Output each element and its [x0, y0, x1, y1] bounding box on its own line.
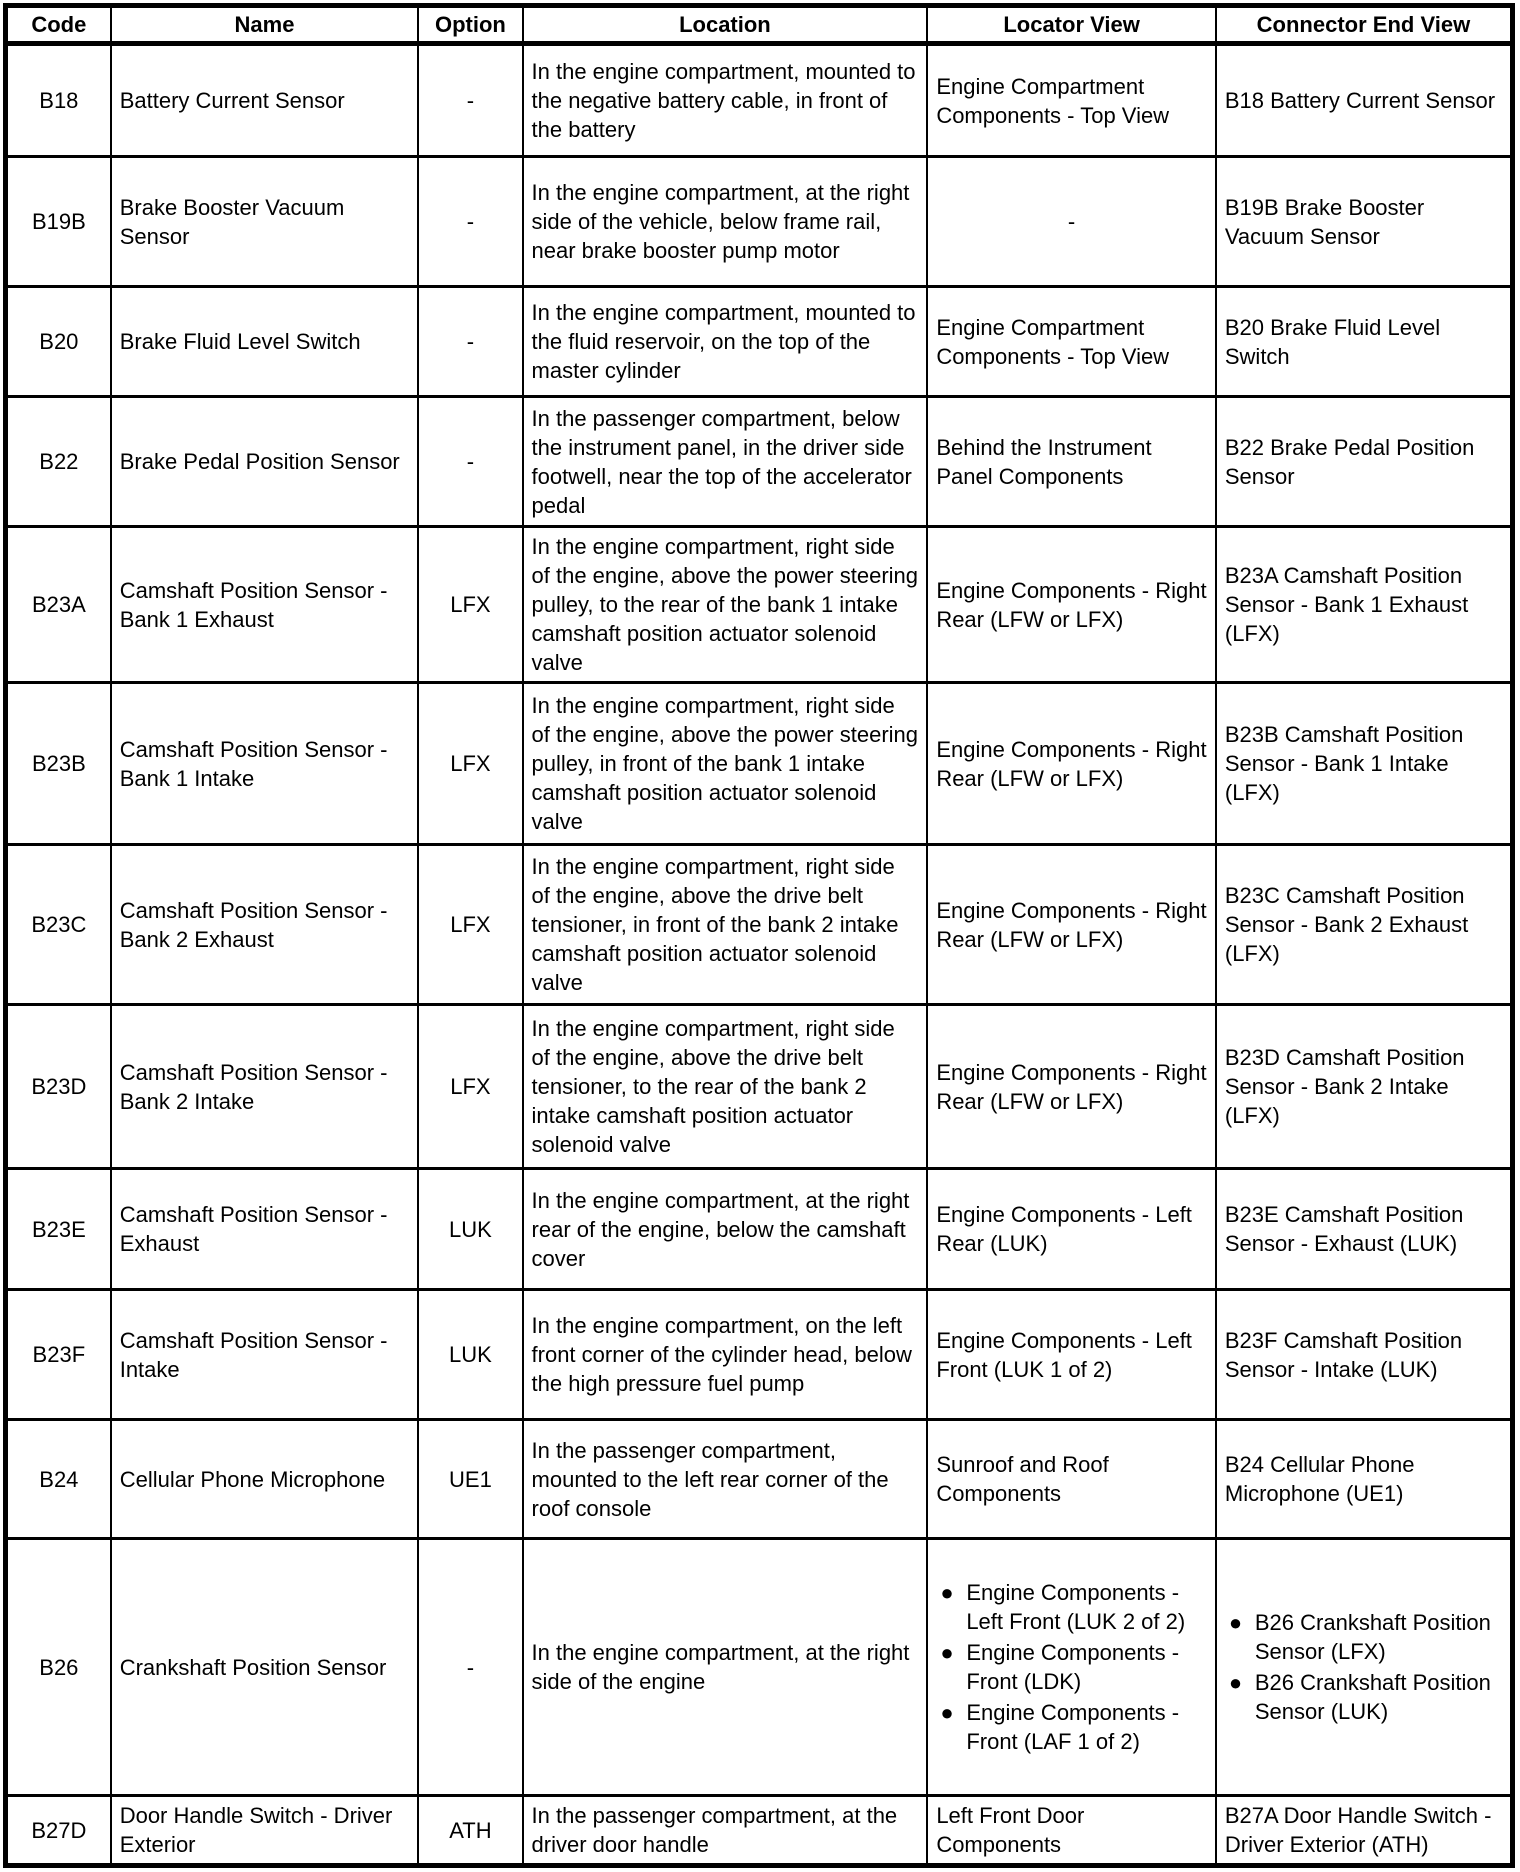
cell-locator_view: - — [927, 157, 1216, 287]
cell-code: B27D — [6, 1796, 111, 1866]
cell-name: Battery Current Sensor — [111, 44, 419, 157]
table-row — [6, 44, 1513, 157]
cell-option: - — [418, 157, 522, 287]
table-row — [6, 1796, 1513, 1866]
cell-locator_view: Engine Components - Left Rear (LUK) — [927, 1169, 1216, 1290]
cell-locator_view: Engine Components - Right Rear (LFW or LFX) — [927, 683, 1216, 845]
cell-locator_view: Engine Components - Right Rear (LFW or LFX) — [927, 1005, 1216, 1169]
cell-locator_view: Sunroof and Roof Components — [927, 1420, 1216, 1539]
cell-locator_view: Left Front Door Components — [927, 1796, 1216, 1866]
cell-name: Brake Pedal Position Sensor — [111, 397, 419, 527]
cell-connector_end_view — [1216, 1539, 1513, 1796]
table-row — [6, 1420, 1513, 1539]
component-locator-table — [3, 3, 1515, 1868]
cell-option: LFX — [418, 845, 522, 1005]
cell-code: B23B — [6, 683, 111, 845]
cell-name: Camshaft Position Sensor - Bank 2 Intake — [111, 1005, 419, 1169]
cell-connector_end_view: B27A Door Handle Switch - Driver Exterior (ATH) — [1216, 1796, 1513, 1866]
cell-connector_end_view: B23A Camshaft Position Sensor - Bank 1 Exhaust (LFX) — [1216, 527, 1513, 683]
column-header-connector_end_view: Connector End View — [1216, 6, 1513, 44]
cell-code: B23E — [6, 1169, 111, 1290]
cell-option: LUK — [418, 1169, 522, 1290]
cell-location: In the passenger compartment, at the driver door handle — [523, 1796, 928, 1866]
bullet-item — [1229, 1668, 1502, 1726]
cell-location: In the passenger compartment, below the instrument panel, in the driver side footwell, near the top of the accelerator pedal — [523, 397, 928, 527]
cell-name: Camshaft Position Sensor - Bank 2 Exhaust — [111, 845, 419, 1005]
cell-code: B23A — [6, 527, 111, 683]
bullet-icon: ● — [1228, 1670, 1243, 1695]
bullet-icon: ● — [940, 1640, 954, 1665]
cell-connector_end_view: B24 Cellular Phone Microphone (UE1) — [1216, 1420, 1513, 1539]
bullet-text: Engine Components - Left Front (LUK 2 of 2) — [966, 1580, 1186, 1634]
cell-locator_view: Engine Compartment Components - Top View — [927, 44, 1216, 157]
cell-name: Camshaft Position Sensor - Bank 1 Intake — [111, 683, 419, 845]
table-row — [6, 1290, 1513, 1420]
cell-locator_view: Engine Components - Left Front (LUK 1 of 2) — [927, 1290, 1216, 1420]
table-row — [6, 527, 1513, 683]
table-row — [6, 1005, 1513, 1169]
cell-location: In the engine compartment, mounted to the fluid reservoir, on the top of the master cylinder — [523, 287, 928, 397]
column-header-code: Code — [6, 6, 111, 44]
cell-option: - — [418, 44, 522, 157]
bullet-icon: ● — [940, 1700, 954, 1725]
cell-option: - — [418, 397, 522, 527]
bullet-item — [940, 1578, 1207, 1636]
cell-locator_view: Behind the Instrument Panel Components — [927, 397, 1216, 527]
cell-connector_end_view: B23B Camshaft Position Sensor - Bank 1 Intake (LFX) — [1216, 683, 1513, 845]
table-row — [6, 397, 1513, 527]
cell-option: ATH — [418, 1796, 522, 1866]
cell-code: B23D — [6, 1005, 111, 1169]
cell-option: - — [418, 1539, 522, 1796]
cell-connector_end_view: B23D Camshaft Position Sensor - Bank 2 Intake (LFX) — [1216, 1005, 1513, 1169]
cell-option: LFX — [418, 683, 522, 845]
cell-name: Cellular Phone Microphone — [111, 1420, 419, 1539]
cell-location: In the engine compartment, right side of the engine, above the drive belt tensioner, in front of the bank 2 intake camshaft position actuator solenoid valve — [523, 845, 928, 1005]
locator_view-bullet-list — [936, 1578, 1207, 1756]
connector_end_view-bullet-list — [1225, 1608, 1502, 1726]
cell-connector_end_view: B18 Battery Current Sensor — [1216, 44, 1513, 157]
bullet-text: Engine Components - Front (LDK) — [966, 1640, 1180, 1694]
bullet-text: Engine Components - Front (LAF 1 of 2) — [966, 1700, 1180, 1754]
table-row — [6, 845, 1513, 1005]
column-header-option: Option — [418, 6, 522, 44]
table-row — [6, 287, 1513, 397]
bullet-item — [940, 1638, 1207, 1696]
table-body — [6, 44, 1513, 1866]
bullet-item — [940, 1698, 1207, 1756]
cell-locator_view — [927, 1539, 1216, 1796]
table-row — [6, 157, 1513, 287]
cell-connector_end_view: B23F Camshaft Position Sensor - Intake (LUK) — [1216, 1290, 1513, 1420]
cell-locator_view: Engine Compartment Components - Top View — [927, 287, 1216, 397]
cell-connector_end_view: B22 Brake Pedal Position Sensor — [1216, 397, 1513, 527]
table-row — [6, 1169, 1513, 1290]
cell-code: B20 — [6, 287, 111, 397]
cell-location: In the passenger compartment, mounted to the left rear corner of the roof console — [523, 1420, 928, 1539]
cell-code: B24 — [6, 1420, 111, 1539]
cell-name: Door Handle Switch - Driver Exterior — [111, 1796, 419, 1866]
column-header-locator_view: Locator View — [927, 6, 1216, 44]
cell-option: UE1 — [418, 1420, 522, 1539]
cell-location: In the engine compartment, at the right rear of the engine, below the camshaft cover — [523, 1169, 928, 1290]
table-header — [6, 6, 1513, 44]
bullet-icon: ● — [1228, 1610, 1243, 1635]
cell-connector_end_view: B23C Camshaft Position Sensor - Bank 2 Exhaust (LFX) — [1216, 845, 1513, 1005]
bullet-icon: ● — [940, 1580, 954, 1605]
cell-location: In the engine compartment, mounted to the negative battery cable, in front of the battery — [523, 44, 928, 157]
cell-code: B22 — [6, 397, 111, 527]
cell-option: LUK — [418, 1290, 522, 1420]
cell-locator_view: Engine Components - Right Rear (LFW or LFX) — [927, 845, 1216, 1005]
cell-option: LFX — [418, 1005, 522, 1169]
cell-name: Camshaft Position Sensor - Exhaust — [111, 1169, 419, 1290]
cell-code: B26 — [6, 1539, 111, 1796]
cell-connector_end_view: B20 Brake Fluid Level Switch — [1216, 287, 1513, 397]
cell-option: - — [418, 287, 522, 397]
cell-connector_end_view: B23E Camshaft Position Sensor - Exhaust (LUK) — [1216, 1169, 1513, 1290]
header-row — [6, 6, 1513, 44]
cell-code: B18 — [6, 44, 111, 157]
cell-code: B23C — [6, 845, 111, 1005]
table-row — [6, 1539, 1513, 1796]
cell-location: In the engine compartment, right side of the engine, above the power steering pulley, in front of the bank 1 intake camshaft position actuator solenoid valve — [523, 683, 928, 845]
cell-location: In the engine compartment, on the left front corner of the cylinder head, below the high pressure fuel pump — [523, 1290, 928, 1420]
cell-location: In the engine compartment, at the right side of the engine — [523, 1539, 928, 1796]
cell-location: In the engine compartment, right side of the engine, above the power steering pulley, to the rear of the bank 1 intake camshaft position actuator solenoid valve — [523, 527, 928, 683]
cell-code: B19B — [6, 157, 111, 287]
cell-name: Camshaft Position Sensor - Intake — [111, 1290, 419, 1420]
cell-location: In the engine compartment, right side of the engine, above the drive belt tensioner, to the rear of the bank 2 intake camshaft position actuator solenoid valve — [523, 1005, 928, 1169]
cell-option: LFX — [418, 527, 522, 683]
table-row — [6, 683, 1513, 845]
cell-locator_view: Engine Components - Right Rear (LFW or LFX) — [927, 527, 1216, 683]
column-header-name: Name — [111, 6, 419, 44]
cell-name: Brake Fluid Level Switch — [111, 287, 419, 397]
bullet-item — [1229, 1608, 1502, 1666]
cell-name: Brake Booster Vacuum Sensor — [111, 157, 419, 287]
bullet-text: B26 Crankshaft Position Sensor (LFX) — [1254, 1610, 1491, 1664]
cell-location: In the engine compartment, at the right side of the vehicle, below frame rail, near brake booster pump motor — [523, 157, 928, 287]
cell-name: Crankshaft Position Sensor — [111, 1539, 419, 1796]
column-header-location: Location — [523, 6, 928, 44]
cell-name: Camshaft Position Sensor - Bank 1 Exhaust — [111, 527, 419, 683]
cell-connector_end_view: B19B Brake Booster Vacuum Sensor — [1216, 157, 1513, 287]
cell-code: B23F — [6, 1290, 111, 1420]
bullet-text: B26 Crankshaft Position Sensor (LUK) — [1254, 1670, 1491, 1724]
